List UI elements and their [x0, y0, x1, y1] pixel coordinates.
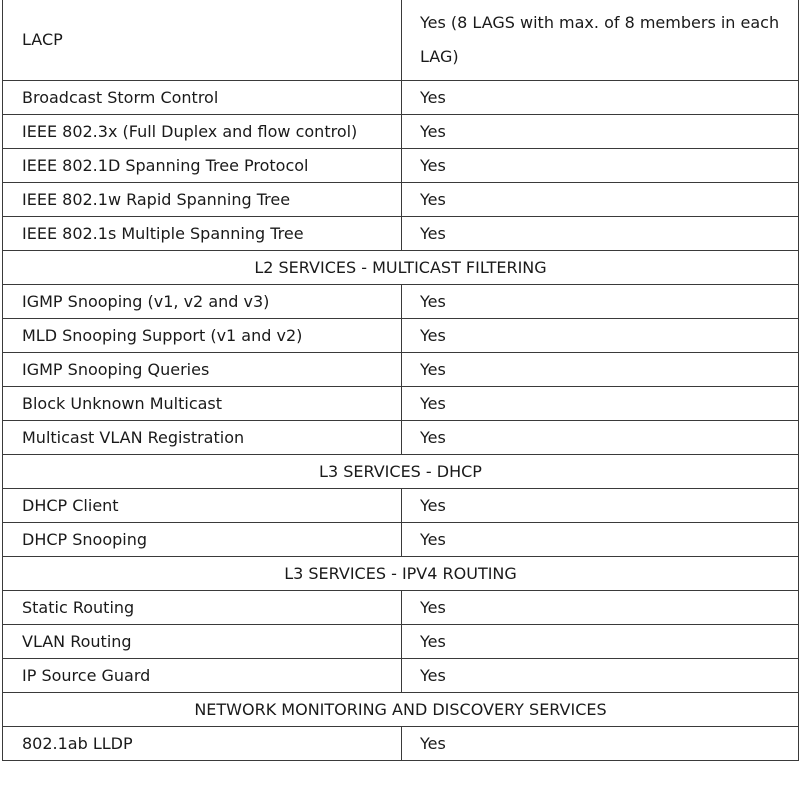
feature-cell: IEEE 802.1D Spanning Tree Protocol	[3, 149, 402, 183]
table-row	[3, 149, 799, 183]
feature-cell: Multicast VLAN Registration	[3, 421, 402, 455]
table-row	[3, 727, 799, 761]
value-cell: Yes	[402, 319, 799, 353]
value-cell: Yes	[402, 523, 799, 557]
feature-cell: MLD Snooping Support (v1 and v2)	[3, 319, 402, 353]
section-header: L3 SERVICES - IPV4 ROUTING	[3, 557, 799, 591]
value-cell: Yes	[402, 489, 799, 523]
feature-cell: IGMP Snooping Queries	[3, 353, 402, 387]
value-cell: Yes (8 LAGS with max. of 8 members in each LAG)	[402, 0, 799, 81]
feature-cell: IP Source Guard	[3, 659, 402, 693]
section-header-row	[3, 251, 799, 285]
section-header-row	[3, 557, 799, 591]
section-header: NETWORK MONITORING AND DISCOVERY SERVICES	[3, 693, 799, 727]
value-cell: Yes	[402, 115, 799, 149]
table-row	[3, 421, 799, 455]
table-row	[3, 659, 799, 693]
table-row	[3, 115, 799, 149]
section-header-row	[3, 693, 799, 727]
feature-cell: IEEE 802.1s Multiple Spanning Tree	[3, 217, 402, 251]
section-header: L3 SERVICES - DHCP	[3, 455, 799, 489]
table-row	[3, 217, 799, 251]
table-row	[3, 489, 799, 523]
value-cell: Yes	[402, 387, 799, 421]
value-cell: Yes	[402, 81, 799, 115]
feature-cell: IEEE 802.1w Rapid Spanning Tree	[3, 183, 402, 217]
section-header: L2 SERVICES - MULTICAST FILTERING	[3, 251, 799, 285]
value-cell: Yes	[402, 183, 799, 217]
table-row	[3, 353, 799, 387]
table-row	[3, 81, 799, 115]
feature-cell: VLAN Routing	[3, 625, 402, 659]
table-row	[3, 523, 799, 557]
table-row	[3, 0, 799, 81]
table-row	[3, 387, 799, 421]
feature-cell: DHCP Snooping	[3, 523, 402, 557]
table-row	[3, 183, 799, 217]
feature-cell: DHCP Client	[3, 489, 402, 523]
section-header-row	[3, 455, 799, 489]
value-cell: Yes	[402, 217, 799, 251]
value-cell: Yes	[402, 591, 799, 625]
spec-table	[2, 0, 799, 761]
feature-cell: IGMP Snooping (v1, v2 and v3)	[3, 285, 402, 319]
value-cell: Yes	[402, 659, 799, 693]
feature-cell: Static Routing	[3, 591, 402, 625]
table-row	[3, 285, 799, 319]
value-cell: Yes	[402, 353, 799, 387]
spec-table-body	[3, 0, 799, 761]
feature-cell: 802.1ab LLDP	[3, 727, 402, 761]
feature-cell: Broadcast Storm Control	[3, 81, 402, 115]
feature-cell: Block Unknown Multicast	[3, 387, 402, 421]
value-cell: Yes	[402, 625, 799, 659]
value-cell: Yes	[402, 285, 799, 319]
feature-cell: LACP	[3, 0, 402, 81]
table-row	[3, 625, 799, 659]
value-cell: Yes	[402, 727, 799, 761]
table-row	[3, 319, 799, 353]
value-cell: Yes	[402, 149, 799, 183]
feature-cell: IEEE 802.3x (Full Duplex and flow control)	[3, 115, 402, 149]
value-cell: Yes	[402, 421, 799, 455]
table-row	[3, 591, 799, 625]
